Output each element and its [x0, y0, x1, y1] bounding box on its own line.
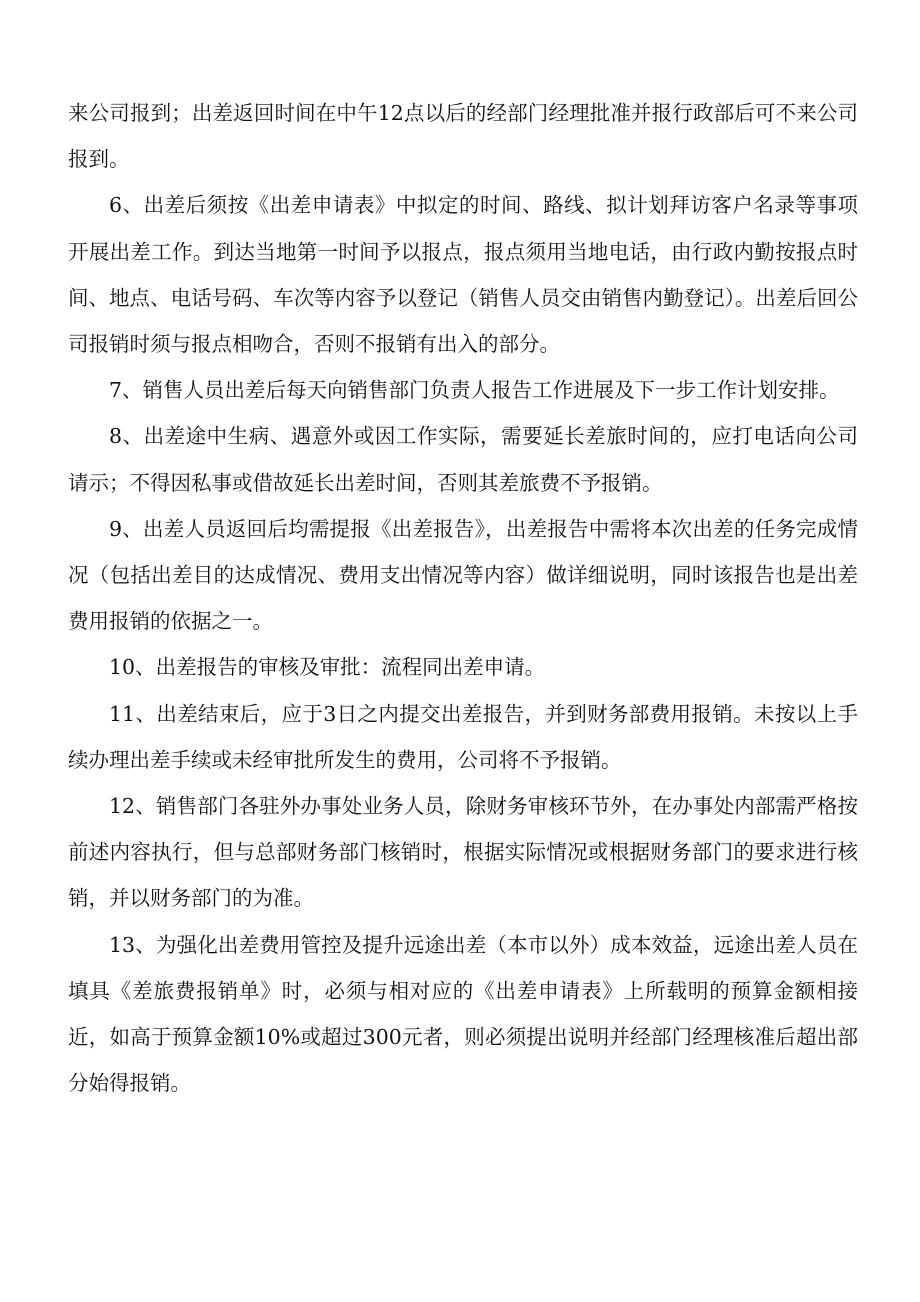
paragraph-item-11: 11、出差结束后，应于3日之内提交出差报告，并到财务部费用报销。未按以上手续办理出差手续或未经审批所发生的费用，公司将不予报销。 — [68, 701, 858, 772]
paragraph-item-12: 12、销售部门各驻外办事处业务人员，除财务审核环节外，在办事处内部需严格按前述内容执行，但与总部财务部门核销时，根据实际情况或根据财务部门的要求进行核销，并以财务部门的为准。 — [68, 794, 858, 911]
paragraph-item-6: 6、出差后须按《出差申请表》中拟定的时间、路线、拟计划拜访客户名录等事项开展出差工作。到达当地第一时间予以报点，报点须用当地电话，由行政内勤按报点时间、地点、电话号码、车次等内容予以登记（销售人员交由销售内勤登记）。出差后回公司报销时须与报点相吻合，否则不报销有出入的部分。 — [68, 193, 858, 357]
paragraph-item-13: 13、为强化出差费用管控及提升远途出差（本市以外）成本效益，远途出差人员在填具《差旅费报销单》时，必须与相对应的《出差申请表》上所载明的预算金额相接近，如高于预算金额10%或超过300元者，则必须提出说明并经部门经理核准后超出部分始得报销。 — [68, 932, 858, 1096]
paragraph-item-7: 7、销售人员出差后每天向销售部门负责人报告工作进展及下一步工作计划安排。 — [109, 378, 840, 403]
paragraph-item-10: 10、出差报告的审核及审批：流程同出差申请。 — [109, 655, 546, 680]
document-body — [68, 90, 858, 1106]
paragraph-item-9: 9、出差人员返回后均需提报《出差报告》，出差报告中需将本次出差的任务完成情况（包括出差目的达成情况、费用支出情况等内容）做详细说明，同时该报告也是出差费用报销的依据之一。 — [68, 516, 858, 634]
paragraph-continuation: 来公司报到；出差返回时间在中午12点以后的经部门经理批准并报行政部后可不来公司报到。 — [68, 101, 858, 172]
paragraph-item-8: 8、出差途中生病、遇意外或因工作实际，需要延长差旅时间的，应打电话向公司请示；不得因私事或借故延长出差时间，否则其差旅费不予报销。 — [68, 424, 858, 495]
